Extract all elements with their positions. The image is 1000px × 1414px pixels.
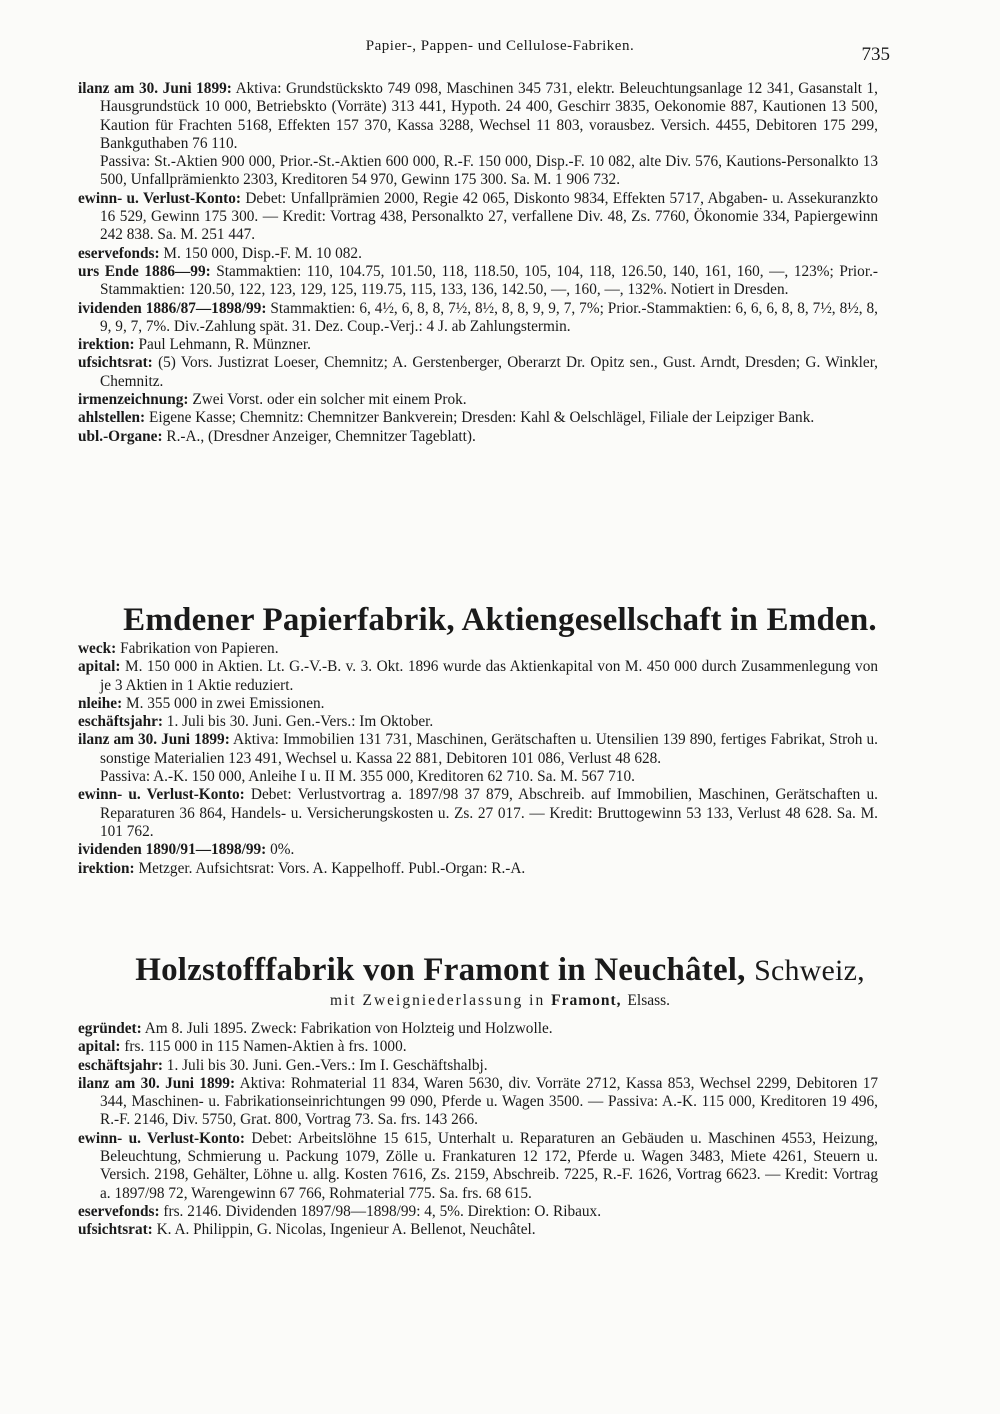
entry-text: frs. 2146. Dividenden 1897/98—1898/99: 4, 5%. Direktion: O. Ribaux. bbox=[163, 1202, 602, 1220]
entry-passiva bbox=[78, 768, 878, 786]
entry-text: Zwei Vorst. oder ein solcher mit einem Prok. bbox=[192, 391, 467, 409]
entry-gewinn-verlust bbox=[78, 786, 878, 841]
entry-label: ividenden 1886/87—1898/99: bbox=[78, 299, 267, 317]
entry-label: irmenzeichnung: bbox=[78, 391, 189, 409]
entry-reservefonds bbox=[78, 1203, 878, 1221]
entry-text: (5) Vors. Justizrat Loeser, Chemnitz; A. Gerstenberger, Oberarzt Dr. Opitz sen., Gust. Arndt, Dresden; G. Winkler, Chemnitz. bbox=[100, 354, 879, 390]
entry-label: ufsichtsrat: bbox=[78, 1221, 153, 1239]
entry-label: ividenden 1890/91—1898/99: bbox=[78, 841, 267, 859]
entry-anleihe bbox=[78, 695, 878, 713]
page-number: 735 bbox=[861, 44, 890, 65]
entry-reservefonds bbox=[78, 245, 878, 263]
entry-gegruendet bbox=[78, 1020, 878, 1038]
entry-geschaeftsjahr bbox=[78, 713, 878, 731]
company-title-emden: Emdener Papierfabrik, Aktiengesellschaft in Emden. bbox=[123, 602, 877, 638]
entry-text: Debet: Unfallprämien 2000, Regie 42 065, Diskonto 9834, Effekten 5717, Abgaben- u. Assekuranzkto 16 529, Gewinn 175 300. — Kredit: Vortrag 438, Personalkto 27, verfallene Div. 48, Zs. 7760, Ökonomie 334, Papiergewinn 242 838. Sa. M. 251 447. bbox=[100, 189, 878, 244]
entry-text: 0%. bbox=[270, 841, 295, 859]
entry-zahlstellen bbox=[78, 409, 878, 427]
entry-label: eservefonds: bbox=[78, 1202, 160, 1220]
entry-dividenden bbox=[78, 300, 878, 337]
entry-label: weck: bbox=[78, 640, 117, 657]
entry-passiva bbox=[78, 153, 878, 190]
entry-label: eservefonds: bbox=[78, 244, 160, 262]
entry-kurs bbox=[78, 263, 878, 300]
company-title-country: Schweiz, bbox=[754, 954, 865, 987]
entry-direktion bbox=[78, 860, 878, 878]
entry-aufsichtsrat bbox=[78, 1221, 878, 1239]
company-title-framont bbox=[0, 952, 1000, 989]
entry-label: apital: bbox=[78, 658, 121, 676]
entry-zweck bbox=[78, 640, 878, 658]
entry-text: Am 8. Juli 1895. Zweck: Fabrikation von Holzteig und Holzwolle. bbox=[144, 1020, 553, 1037]
entry-text: Aktiva: Rohmaterial 11 834, Waren 5630, div. Vorräte 2712, Kassa 853, Wechsel 2299, Debitoren 17 344, Maschinen- u. Fabrikationseinrichtungen 99 090, Pferde u. Wagen 3500. — Passiva: A.-K. 115 000, Kreditoren 19 496, R.-F. 2146, Div. 5750, Grat. 800, Vortrag 73. Sa. frs. 143 266. bbox=[100, 1074, 879, 1129]
subtitle-pre: mit Zweigniederlassung in bbox=[329, 992, 546, 1009]
entry-text: 1. Juli bis 30. Juni. Gen.-Vers.: Im I. Geschäftshalbj. bbox=[166, 1056, 488, 1074]
entry-label: irektion: bbox=[78, 859, 135, 877]
subtitle-place: Framont, bbox=[551, 992, 622, 1009]
company-subtitle-framont bbox=[0, 992, 1000, 1010]
entry-text: R.-A., (Dresdner Anzeiger, Chemnitzer Tageblatt). bbox=[166, 427, 476, 445]
entry-label: ewinn- u. Verlust-Konto: bbox=[78, 189, 241, 207]
running-head: Papier-, Pappen- und Cellulose-Fabriken. bbox=[365, 38, 635, 54]
entry-label: ufsichtsrat: bbox=[78, 354, 153, 372]
entry-label: urs Ende 1886—99: bbox=[78, 262, 211, 280]
entry-text: K. A. Philippin, G. Nicolas, Ingenieur A. Bellenot, Neuchâtel. bbox=[156, 1221, 536, 1239]
entry-text: M. 355 000 in zwei Emissionen. bbox=[126, 694, 325, 712]
entry-aufsichtsrat bbox=[78, 354, 878, 391]
section-framont bbox=[78, 1020, 878, 1240]
entry-label: nleihe: bbox=[78, 694, 123, 712]
entry-bilanz bbox=[78, 80, 878, 153]
entry-firmenzeichnung bbox=[78, 391, 878, 409]
entry-text: Passiva: A.-K. 150 000, Anleihe I u. II M. 355 000, Kreditoren 62 710. Sa. M. 567 710. bbox=[100, 768, 635, 786]
entry-label: ilanz am 30. Juni 1899: bbox=[78, 80, 232, 97]
entry-label: ilanz am 30. Juni 1899: bbox=[78, 1074, 236, 1092]
entry-direktion bbox=[78, 336, 878, 354]
entry-kapital bbox=[78, 658, 878, 695]
entry-text: Paul Lehmann, R. Münzner. bbox=[138, 336, 311, 354]
entry-publ-organe bbox=[78, 428, 878, 446]
entry-kapital bbox=[78, 1038, 878, 1056]
entry-geschaeftsjahr bbox=[78, 1057, 878, 1075]
entry-label: ewinn- u. Verlust-Konto: bbox=[78, 786, 245, 804]
entry-label: egründet: bbox=[78, 1020, 142, 1037]
company-title-main: Holzstofffabrik von Framont in Neuchâtel, bbox=[135, 952, 746, 988]
entry-label: eschäftsjahr: bbox=[78, 713, 163, 731]
entry-bilanz bbox=[78, 731, 878, 768]
entry-text: M. 150 000, Disp.-F. M. 10 082. bbox=[163, 244, 362, 262]
entry-label: ubl.-Organe: bbox=[78, 427, 163, 445]
entry-gewinn-verlust bbox=[78, 190, 878, 245]
entry-label: irektion: bbox=[78, 336, 135, 354]
section-emden bbox=[78, 640, 878, 878]
entry-text: Fabrikation von Papieren. bbox=[120, 640, 279, 657]
entry-text: Stammaktien: 110, 104.75, 101.50, 118, 118.50, 105, 104, 118, 126.50, 140, 161, 160, —, 123%; Prior.-Stammaktien: 120.50, 122, 123, 129, 125, 119.75, 115, 133, 136, 142.50, —, 160, —, 132%. Notiert in Dresden. bbox=[100, 262, 878, 299]
entry-gewinn-verlust bbox=[78, 1130, 878, 1203]
entry-label: ewinn- u. Verlust-Konto: bbox=[78, 1129, 246, 1147]
section-previous-company bbox=[78, 80, 878, 446]
entry-text: Aktiva: Immobilien 131 731, Maschinen, Gerätschaften u. Utensilien 139 890, fertiges Fabrikat, Stroh u. sonstige Materialien 123 491, Wechsel u. Kassa 22 881, Debitoren 101 086, Verlust 48 628. bbox=[100, 731, 878, 767]
entry-label: apital: bbox=[78, 1038, 121, 1056]
entry-text: M. 150 000 in Aktien. Lt. G.-V.-B. v. 3. Okt. 1896 wurde das Aktienkapital von M. 450 000 durch Zusammenlegung von je 3 Aktien in 1 Aktie reduziert. bbox=[100, 658, 879, 694]
entry-text: Aktiva: Grundstückskto 749 098, Maschinen 345 731, elektr. Beleuchtungsanlage 12 341, Gasanstalt 1, Hausgrundstück 10 000, Betriebskto (Vorräte) 313 441, Hypoth. 24 400, Geschirr 3835, Oekonomie 887, Kautionen 13 500, Kaution für Frachten 5168, Effekten 157 370, Kassa 3288, Wechsel 11 803, vorausbez. Versich. 4455, Debitoren 175 299, Bankguthaben 76 110. bbox=[100, 80, 878, 152]
entry-text: Debet: Verlustvortrag a. 1897/98 37 879, Abschreib. auf Immobilien, Maschinen, Gerätschaften u. Reparaturen 36 864, Handels- u. Versicherungskosten u. Zs. 27 017. — Kredit: Bruttogewinn 53 133, Verlust 48 628. Sa. M. 101 762. bbox=[100, 786, 878, 840]
subtitle-post: Elsass. bbox=[627, 992, 671, 1009]
entry-text: Passiva: St.-Aktien 900 000, Prior.-St.-Aktien 600 000, R.-F. 150 000, Disp.-F. 10 082, alte Div. 576, Kautions-Personalkto 13 500, Unfallprämienkto 2303, Kreditoren 54 970, Gewinn 175 300. Sa. M. 1 906 732. bbox=[100, 153, 878, 189]
entry-label: ilanz am 30. Juni 1899: bbox=[78, 731, 230, 749]
entry-text: Debet: Arbeitslöhne 15 615, Unterhalt u. Reparaturen an Gebäuden u. Maschinen 4553, Heizung, Beleuchtung, Schmierung u. Packung 1079, Zölle u. Frankaturen 12 172, Pferde u. Wagen 3483, Miete 4261, Steuern u. Versich. 2198, Gehälter, Löhne u. allg. Kosten 7616, Zs. 2159, Abschreib. 7225, R.-F. 1626, Vortrag 6623. — Kredit: Vortrag a. 1897/98 72, Warengewinn 67 766, Rohmaterial 775. Sa. frs. 68 615. bbox=[100, 1129, 878, 1202]
entry-label: eschäftsjahr: bbox=[78, 1056, 163, 1074]
entry-text: Eigene Kasse; Chemnitz: Chemnitzer Bankverein; Dresden: Kahl & Oelschlägel, Filiale der Leipziger Bank. bbox=[148, 409, 815, 427]
entry-text: Metzger. Aufsichtsrat: Vors. A. Kappelhoff. Publ.-Organ: R.-A. bbox=[138, 859, 526, 877]
entry-dividenden bbox=[78, 841, 878, 859]
entry-bilanz bbox=[78, 1075, 878, 1130]
entry-text: Stammaktien: 6, 4½, 6, 8, 8, 7½, 8½, 8, 8, 9, 9, 7, 7%; Prior.-Stammaktien: 6, 6, 6, 8, 8, 7½, 8½, 8, 9, 9, 7, 7%. Div.-Zahlung spät. 31. Dez. Coup.-Verj.: 4 J. ab Zahlungstermin. bbox=[100, 299, 878, 335]
entry-text: frs. 115 000 in 115 Namen-Aktien à frs. 1000. bbox=[124, 1038, 407, 1056]
entry-text: 1. Juli bis 30. Juni. Gen.-Vers.: Im Oktober. bbox=[166, 713, 434, 731]
entry-label: ahlstellen: bbox=[78, 409, 146, 427]
